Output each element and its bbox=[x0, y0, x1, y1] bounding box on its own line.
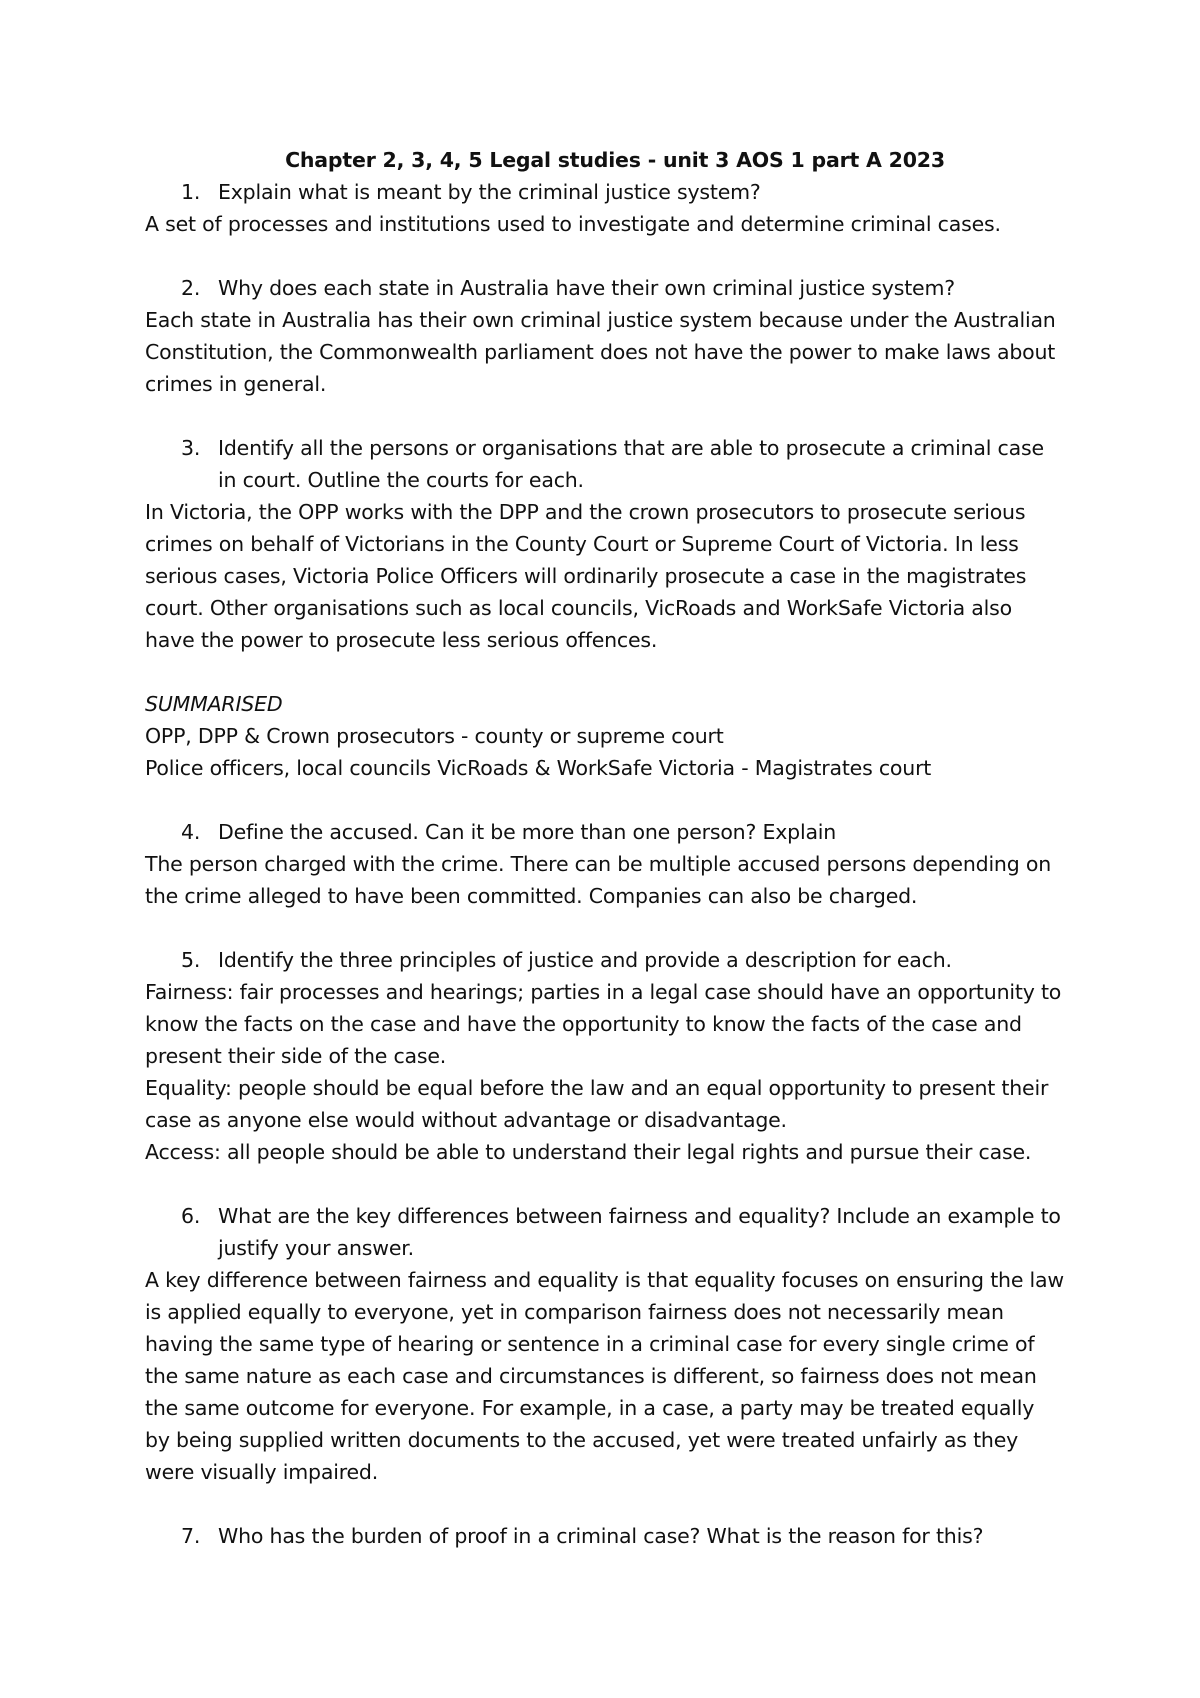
question-number: 4. bbox=[181, 820, 201, 844]
question-number: 6. bbox=[181, 1204, 201, 1228]
question-number: 7. bbox=[181, 1524, 201, 1548]
question-number: 5. bbox=[181, 948, 201, 972]
question-text: Why does each state in Australia have their own criminal justice system? bbox=[218, 276, 955, 300]
answer-2: Each state in Australia has their own criminal justice system because under the Australian Constitution, the Commonwealth parliament does not have the power to make laws about crimes in general. bbox=[145, 308, 1056, 396]
summary-line: OPP, DPP & Crown prosecutors - county or supreme court bbox=[145, 724, 724, 748]
question-7 bbox=[145, 1520, 1065, 1552]
answer-5-fairness: Fairness: fair processes and hearings; parties in a legal case should have an opportunity to know the facts on the case and have the opportunity to know the facts of the case and present their side of the case. bbox=[145, 980, 1062, 1068]
question-text: What are the key differences between fairness and equality? Include an example to justify your answer. bbox=[218, 1204, 1061, 1260]
question-3 bbox=[145, 432, 1065, 496]
question-4 bbox=[145, 816, 1065, 848]
question-number: 3. bbox=[181, 436, 201, 460]
document-title: Chapter 2, 3, 4, 5 Legal studies - unit 3 AOS 1 part A 2023 bbox=[285, 148, 945, 172]
answer-3: In Victoria, the OPP works with the DPP and the crown prosecutors to prosecute serious crimes on behalf of Victorians in the County Court or Supreme Court of Victoria. In less serious cases, Victoria Police Officers will ordinarily prosecute a case in the magistrates court. Other organisations such as local councils, VicRoads and WorkSafe Victoria also have the power to prosecute less serious offences. bbox=[145, 500, 1027, 652]
spacer bbox=[145, 1168, 1065, 1200]
question-number: 1. bbox=[181, 180, 201, 204]
document-page bbox=[145, 144, 1065, 1552]
question-text: Explain what is meant by the criminal justice system? bbox=[218, 180, 761, 204]
question-5 bbox=[145, 944, 1065, 976]
answer-5-equality: Equality: people should be equal before the law and an equal opportunity to present their case as anyone else would without advantage or disadvantage. bbox=[145, 1076, 1049, 1132]
question-1 bbox=[145, 176, 1065, 208]
question-2 bbox=[145, 272, 1065, 304]
spacer bbox=[145, 912, 1065, 944]
question-text: Who has the burden of proof in a criminal case? What is the reason for this? bbox=[218, 1524, 984, 1548]
question-text: Identify all the persons or organisations that are able to prosecute a criminal case in court. Outline the courts for each. bbox=[218, 436, 1044, 492]
question-text: Identify the three principles of justice and provide a description for each. bbox=[218, 948, 952, 972]
spacer bbox=[145, 240, 1065, 272]
answer-5-access: Access: all people should be able to understand their legal rights and pursue their case. bbox=[145, 1140, 1032, 1164]
spacer bbox=[145, 1488, 1065, 1520]
answer-4: The person charged with the crime. There can be multiple accused persons depending on the crime alleged to have been committed. Companies can also be charged. bbox=[145, 852, 1051, 908]
spacer bbox=[145, 784, 1065, 816]
summary-line: Police officers, local councils VicRoads & WorkSafe Victoria - Magistrates court bbox=[145, 756, 932, 780]
question-6 bbox=[145, 1200, 1065, 1264]
answer-1: A set of processes and institutions used to investigate and determine criminal cases. bbox=[145, 212, 1001, 236]
summary-heading: SUMMARISED bbox=[145, 692, 283, 716]
spacer bbox=[145, 656, 1065, 688]
spacer bbox=[145, 400, 1065, 432]
question-number: 2. bbox=[181, 276, 201, 300]
question-text: Define the accused. Can it be more than one person? Explain bbox=[218, 820, 837, 844]
answer-6: A key difference between fairness and equality is that equality focuses on ensuring the law is applied equally to everyone, yet in comparison fairness does not necessarily mean having the same type of hearing or sentence in a criminal case for every single crime of the same nature as each case and circumstances is different, so fairness does not mean the same outcome for everyone. For example, in a case, a party may be treated equally by being supplied written documents to the accused, yet were treated unfairly as they were visually impaired. bbox=[145, 1268, 1064, 1484]
